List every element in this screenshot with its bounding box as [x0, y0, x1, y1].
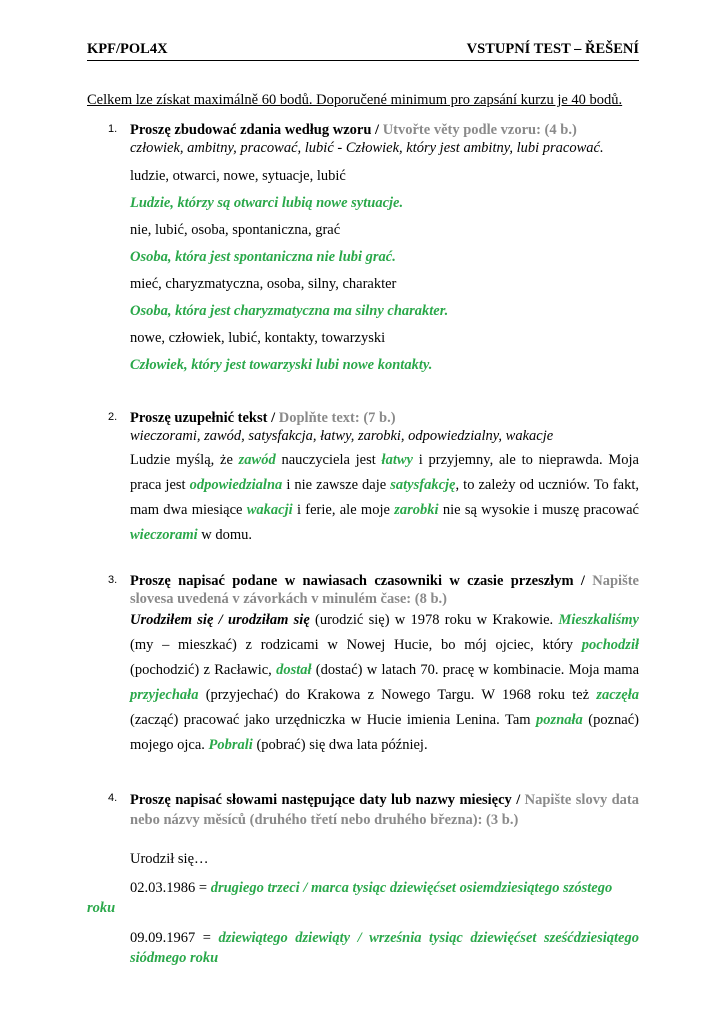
answer-3: Osoba, która jest charyzmatyczna ma silny charakter.: [130, 303, 449, 320]
task-heading: [130, 572, 639, 608]
prompt-4: nowe, człowiek, lubić, kontakty, towarzyski: [130, 330, 386, 347]
prompt-1: ludzie, otwarci, nowe, sytuacje, lubić: [130, 167, 346, 184]
text-segment: (dostać) w latach 70. pracę w kombinacie. Moja mama: [311, 662, 640, 678]
intro-text: Celkem lze získat maximálně 60 bodů. Doporučené minimum pro zapsání kurzu je 40 bodů.: [87, 92, 623, 109]
text-segment: i przyjemny, ale to nieprawda. Moja praca jest: [130, 451, 639, 493]
task-number: 2.: [108, 410, 118, 423]
date-value: 02.03.1986 =: [130, 880, 211, 897]
text-segment: , to zależy od uczniów. To fakt, mam dwa miesiące: [130, 476, 639, 518]
date-value: 09.09.1967 =: [130, 930, 219, 947]
answer-word: satysfakcję: [390, 476, 456, 493]
answer-word: Mieszkaliśmy: [558, 612, 639, 628]
answer-1: Ludzie, którzy są otwarci lubią nowe sytuacje.: [130, 194, 404, 211]
text-segment: i nie zawsze daje: [282, 476, 391, 493]
task-heading: [130, 121, 639, 139]
task-3-text: [130, 608, 639, 758]
text-segment: Ludzie myślą, że: [130, 451, 239, 468]
text-segment: (przyjechać) do Krakowa z Nowego Targu. W 1968 roku też: [198, 687, 597, 703]
answer-word: zawód: [238, 451, 276, 468]
text-segment: (urodzić się) w 1978 roku w Krakowie.: [309, 612, 559, 628]
text-segment: (my – mieszkać) z rodzicami w Nowej Hucie, bo mój ojciec, który: [130, 637, 582, 653]
answer-4: Człowiek, który jest towarzyski lubi nowe kontakty.: [130, 357, 433, 374]
answer-word: dostał: [276, 662, 312, 678]
task-title: Proszę zbudować zdania według wzoru /: [130, 122, 383, 139]
date-1: [130, 878, 639, 898]
answer-word: odpowiedzialna: [189, 476, 283, 493]
answer-word: Pobrali: [208, 737, 253, 753]
answer-word: wieczorami: [130, 526, 198, 543]
text-segment: w domu.: [197, 526, 253, 543]
date-2: [130, 928, 639, 968]
answer-date: dziewiątego dziewiąty / września tysiąc dziewięćset sześćdziesiątego siódmego roku: [130, 930, 639, 967]
task-number: 4.: [108, 792, 118, 804]
text-segment: nie są wysokie i muszę pracować: [438, 501, 639, 518]
task-2: [87, 409, 639, 548]
answer-word: zarobki: [394, 501, 439, 518]
example-answer: Urodziłem się / urodziłam się: [130, 612, 310, 628]
text-segment: (pobrać) się dwa lata później.: [252, 737, 428, 753]
page-header: [87, 40, 639, 61]
answer-word: poznała: [536, 712, 583, 728]
prompt-3: mieć, charyzmatyczna, osoba, silny, charakter: [130, 276, 397, 292]
text-segment: i ferie, ale moje: [292, 501, 395, 518]
answer-2: Osoba, która jest spontaniczna nie lubi grać.: [130, 248, 396, 265]
answer-date: drugiego trzeci / marca tysiąc dziewięćset osiemdziesiątego szóstego: [210, 880, 613, 897]
task-title: Proszę napisać podane w nawiasach czasowniki w czasie przeszłym /: [130, 572, 593, 589]
text-segment: (zacząć) pracować jako urzędniczka w Hucie imienia Lenina. Tam: [130, 712, 537, 728]
task-number: 1.: [108, 123, 118, 136]
task-4-intro: Urodził się…: [130, 851, 209, 867]
task-title-translation: Napište slovy data nebo názvy měsíců (druhého třetí nebo druhého března): (3 b.): [130, 792, 639, 828]
task-2-text: [130, 448, 639, 548]
answer-word: wakacji: [246, 501, 293, 518]
task-title: Proszę napisać słowami następujące daty lub nazwy miesięcy /: [130, 792, 525, 808]
task-heading: [130, 790, 639, 830]
text-segment: nauczyciela jest: [275, 451, 382, 468]
task-title-translation: Napište slovesa uvedená v závorkách v minulém čase: (8 b.): [130, 572, 639, 607]
task-title-translation: Utvořte věty podle vzoru: (4 b.): [382, 122, 577, 139]
task-title: Proszę uzupełnić tekst /: [130, 409, 279, 426]
task-1: [87, 121, 639, 374]
text-segment: (pochodzić) z Racławic,: [130, 662, 277, 678]
task-3: [87, 572, 639, 758]
task-4: [87, 790, 639, 968]
word-bank: wieczorami, zawód, satysfakcja, łatwy, zarobki, odpowiedzialny, wakacje: [130, 427, 554, 444]
course-code: KPF/POL4X: [87, 41, 168, 57]
answer-word: przyjechała: [130, 687, 199, 703]
task-heading: [130, 409, 639, 427]
answer-date-continued: roku: [87, 900, 116, 917]
document-title: VSTUPNÍ TEST – ŘEŠENÍ: [466, 41, 639, 57]
answer-word: pochodził: [581, 637, 639, 653]
answer-word: zaczęła: [596, 687, 639, 703]
prompt-2: nie, lubić, osoba, spontaniczna, grać: [130, 221, 341, 238]
document-page: [87, 40, 639, 968]
task-example: człowiek, ambitny, pracować, lubić - Człowiek, który jest ambitny, lubi pracować.: [130, 140, 604, 157]
task-number: 3.: [108, 573, 118, 586]
text-segment: (poznać) mojego ojca.: [130, 712, 640, 753]
answer-word: łatwy: [381, 451, 413, 468]
task-title-translation: Doplňte text: (7 b.): [278, 409, 396, 426]
